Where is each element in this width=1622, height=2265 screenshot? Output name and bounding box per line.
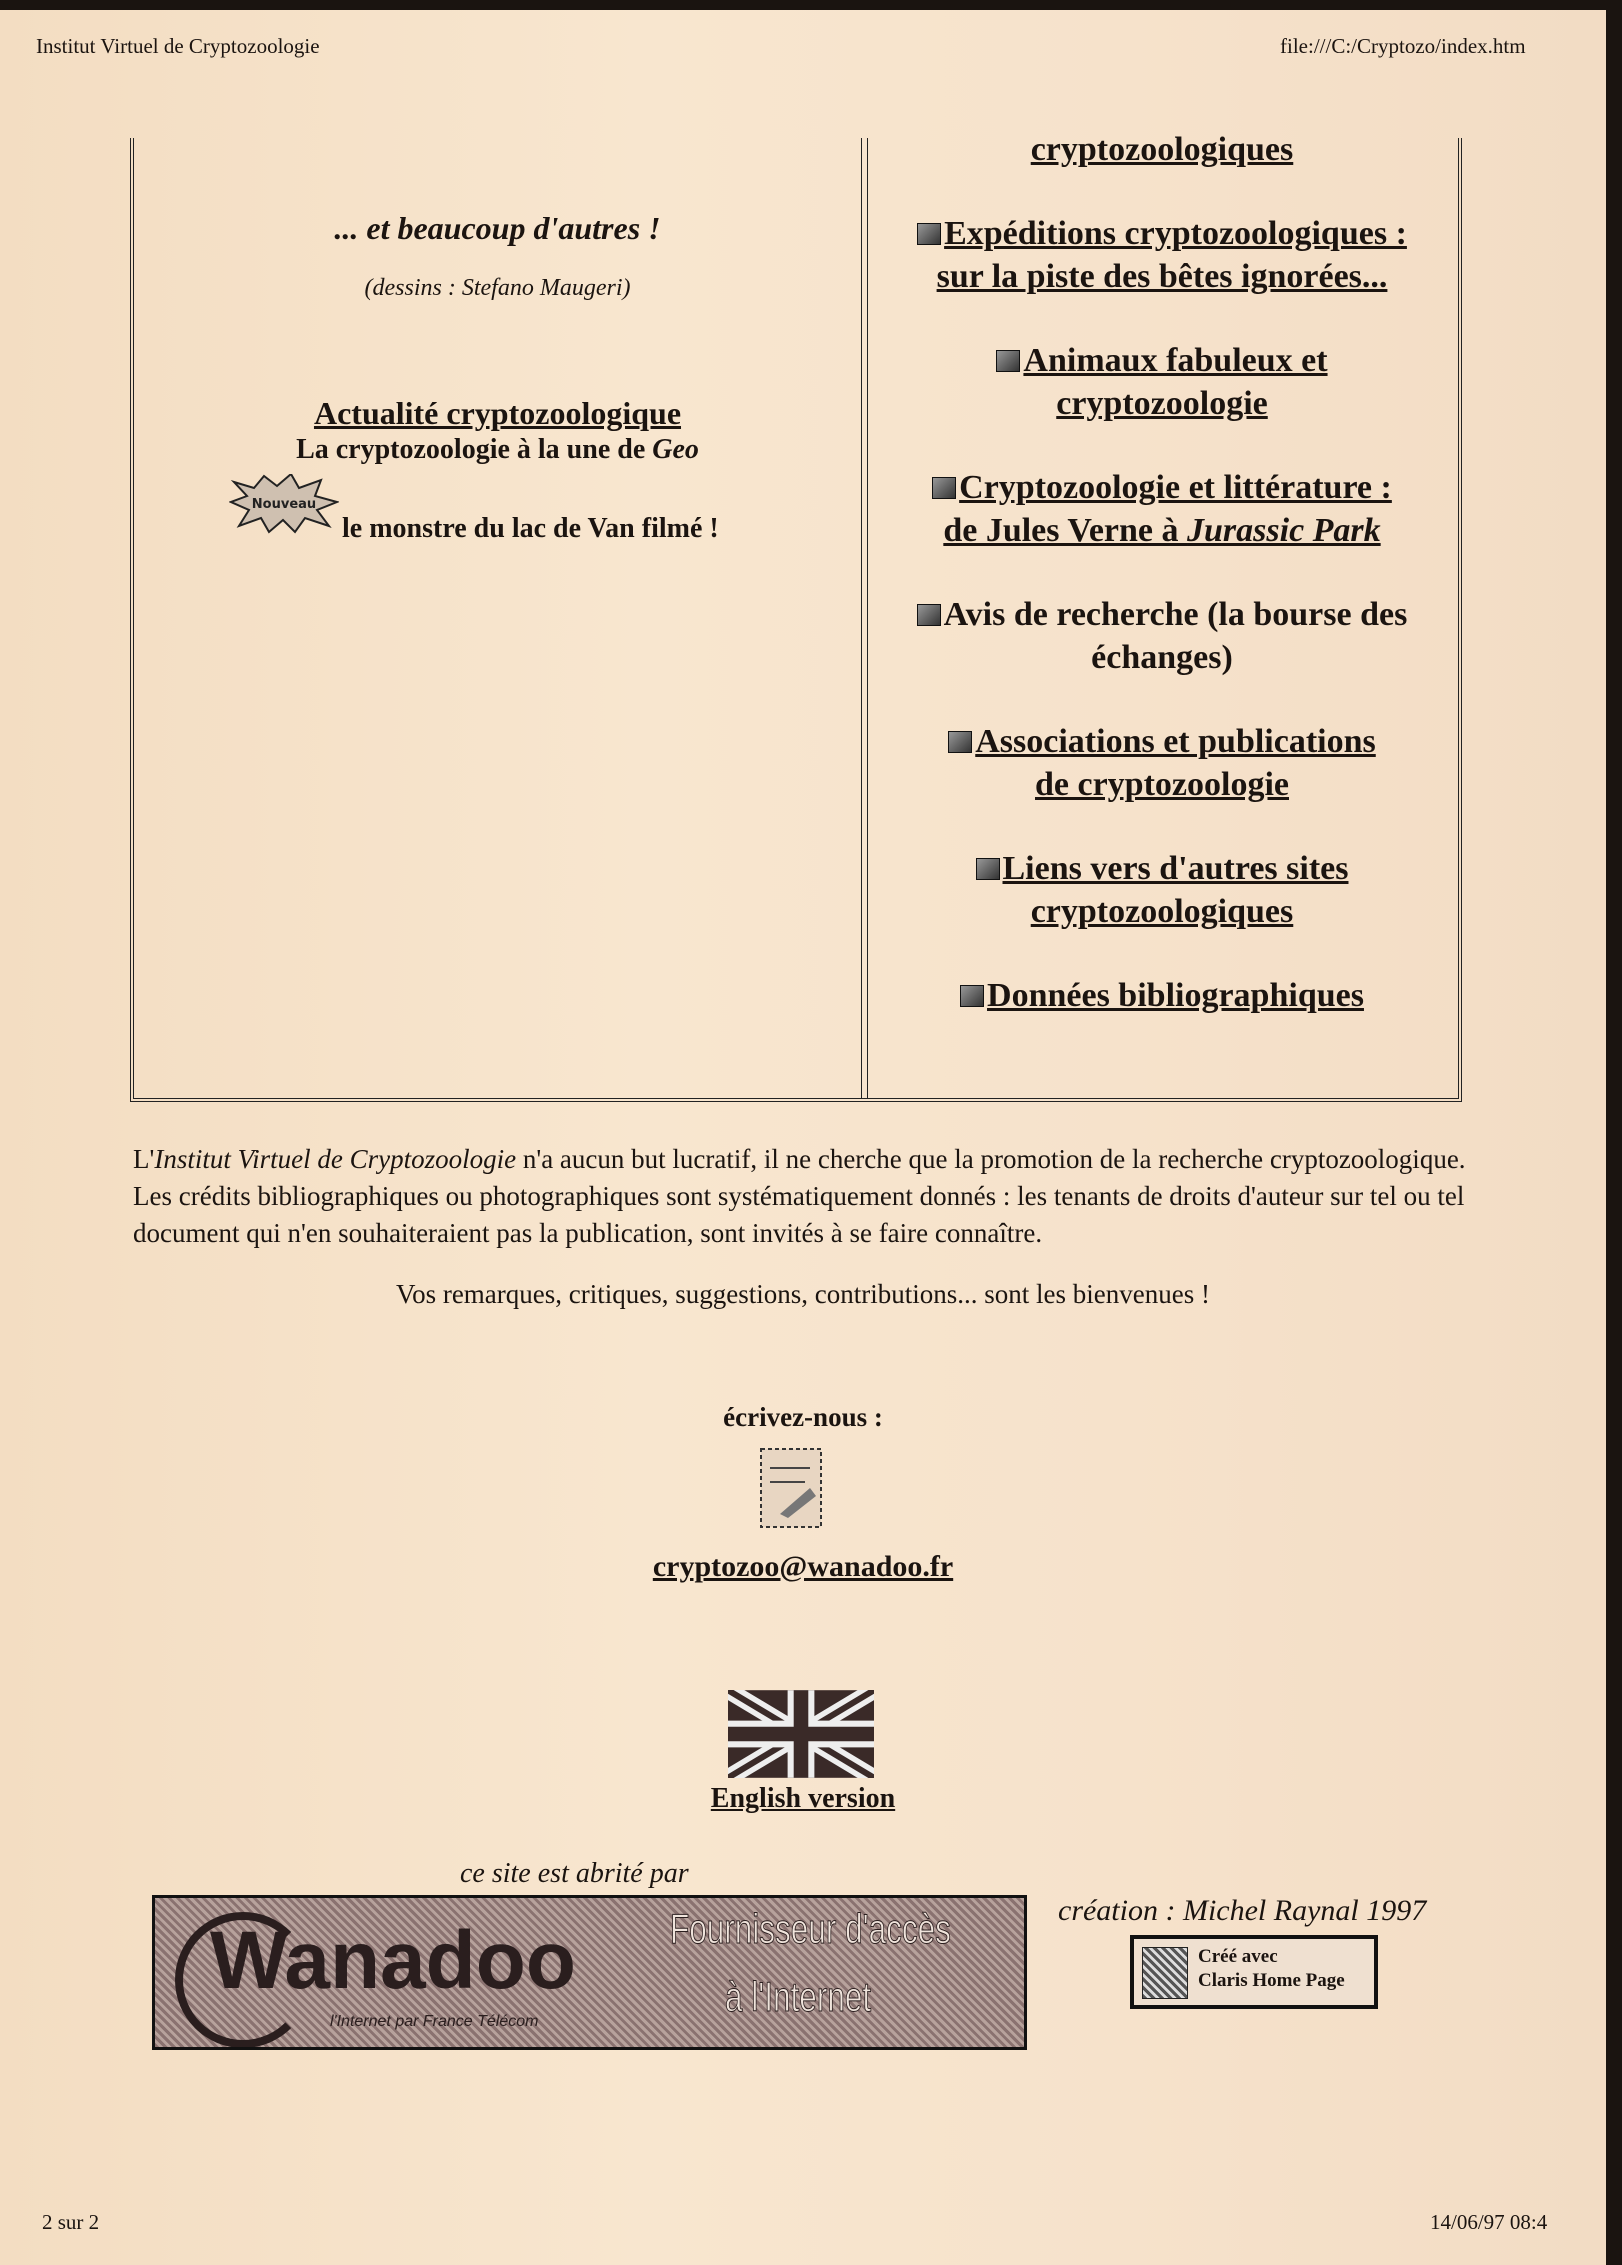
menu-item-link[interactable] (866, 466, 1458, 552)
claris-text (1198, 1945, 1345, 1993)
right-column (866, 131, 1458, 1017)
page-url: file:///C:/Cryptozo/index.htm (1280, 34, 1526, 58)
banner-tagline: l'Internet par France Télécom (330, 2013, 539, 2030)
mail-icon[interactable] (760, 1448, 826, 1530)
menu-item-link[interactable] (866, 974, 1458, 1017)
menu-item-line1: Avis de recherche (la bourse des (943, 596, 1408, 633)
drawings-credit: (dessins : Stefano Maugeri) (364, 275, 631, 301)
menu-item-line1: Expéditions cryptozoologiques : (944, 215, 1407, 252)
menu-item-line2: de cryptozoologie (1035, 766, 1289, 803)
claris-badge[interactable] (1130, 1935, 1378, 2009)
menu-item-italic: Jurassic Park (1187, 512, 1381, 549)
geo-title: Geo (652, 434, 699, 465)
disclaimer-paragraph (133, 1141, 1473, 1252)
news-item[interactable] (134, 474, 861, 550)
claris-icon (1142, 1947, 1188, 1999)
site-title: Institut Virtuel de Cryptozoologie (36, 34, 320, 58)
badge-text: Nouveau (251, 497, 317, 512)
english-version-link[interactable]: English version (710, 1783, 896, 1814)
menu-item-line1: Associations et publications (975, 723, 1376, 760)
menu-item-line2: cryptozoologie (1056, 385, 1268, 422)
bullet-icon (976, 858, 1000, 880)
nouveau-starburst-icon (229, 474, 339, 534)
menu-item-line2: cryptozoologiques (1030, 893, 1294, 930)
email-link[interactable]: cryptozoo@wanadoo.fr (652, 1550, 954, 1583)
hosted-by: ce site est abrité par (460, 1858, 689, 1889)
creation-credit: création : Michel Raynal 1997 (1058, 1894, 1427, 1927)
menu-item[interactable] (866, 466, 1458, 552)
lower-text-block (133, 1141, 1473, 1313)
others-caption: ... et beaucoup d'autres ! (334, 210, 661, 246)
menu-item-link[interactable] (866, 593, 1458, 679)
menu-item[interactable] (866, 593, 1458, 679)
bullet-icon (917, 604, 941, 626)
para-italic: Institut Virtuel de Cryptozoologie (154, 1144, 517, 1174)
bullet-icon (932, 477, 956, 499)
menu-item-line1: Cryptozoologie et littérature : (959, 469, 1392, 506)
bullet-icon (948, 731, 972, 753)
menu-item-link[interactable] (866, 720, 1458, 806)
menu-item-link[interactable] (866, 847, 1458, 933)
top-fragment-link[interactable]: cryptozoologiques (1030, 131, 1294, 168)
menu-item-line1: Liens vers d'autres sites (1002, 850, 1349, 887)
claris-l1: Créé avec (1198, 1946, 1278, 1967)
menu-table (130, 131, 1462, 1102)
menu-item[interactable] (866, 339, 1458, 425)
bullet-icon (960, 985, 984, 1007)
claris-l2: Claris Home Page (1198, 1970, 1345, 1991)
menu-item-line1: Données bibliographiques (987, 977, 1364, 1014)
print-date: 14/06/97 08:4 (1430, 2210, 1548, 2234)
bullet-icon (917, 223, 941, 245)
wanadoo-banner[interactable] (152, 1895, 1027, 2050)
menu-item-line1: Animaux fabuleux et (1023, 342, 1328, 379)
news-item-text: le monstre du lac de Van filmé ! (342, 513, 719, 544)
menu-item-line2: sur la piste des bêtes ignorées... (936, 258, 1388, 295)
welcome-text: Vos remarques, critiques, suggestions, contributions... sont les bienvenues ! (396, 1279, 1210, 1309)
banner-slogan-2: à l'Internet (725, 1973, 872, 2020)
bullet-icon (996, 350, 1020, 372)
menu-item-link[interactable] (866, 212, 1458, 298)
printed-page (0, 10, 1606, 2265)
menu-item[interactable] (866, 974, 1458, 1017)
left-column (134, 210, 861, 550)
menu-item[interactable] (866, 847, 1458, 933)
menu-item[interactable] (866, 720, 1458, 806)
uk-flag-icon[interactable] (728, 1690, 874, 1778)
para-rest: n'a aucun but lucratif, il ne cherche que la promotion de la recherche cryptozoologique. Les crédits bibliographiques ou photographiques sont systématiquement donnés : les tenants de droits d'auteur sur tel ou tel document qui n'en souhaiteraient pas la publication, sont invités à se faire connaître. (133, 1144, 1466, 1248)
write-us: écrivez-nous : (723, 1402, 883, 1432)
banner-slogan-1: Fournisseur d'accès (670, 1905, 951, 1952)
menu-item-line2: de Jules Verne à (943, 512, 1188, 549)
page-number: 2 sur 2 (42, 2210, 100, 2234)
news-link[interactable]: Actualité cryptozoologique (313, 395, 682, 431)
banner-brand: Wanadoo (210, 1915, 576, 2006)
menu-item-line2: échanges) (1091, 639, 1233, 676)
menu-item[interactable] (866, 212, 1458, 298)
news-geo-text: La cryptozoologie à la une de (296, 434, 653, 465)
para-prefix: L' (133, 1144, 155, 1174)
menu-item-link[interactable] (866, 339, 1458, 425)
news-geo (134, 432, 861, 468)
